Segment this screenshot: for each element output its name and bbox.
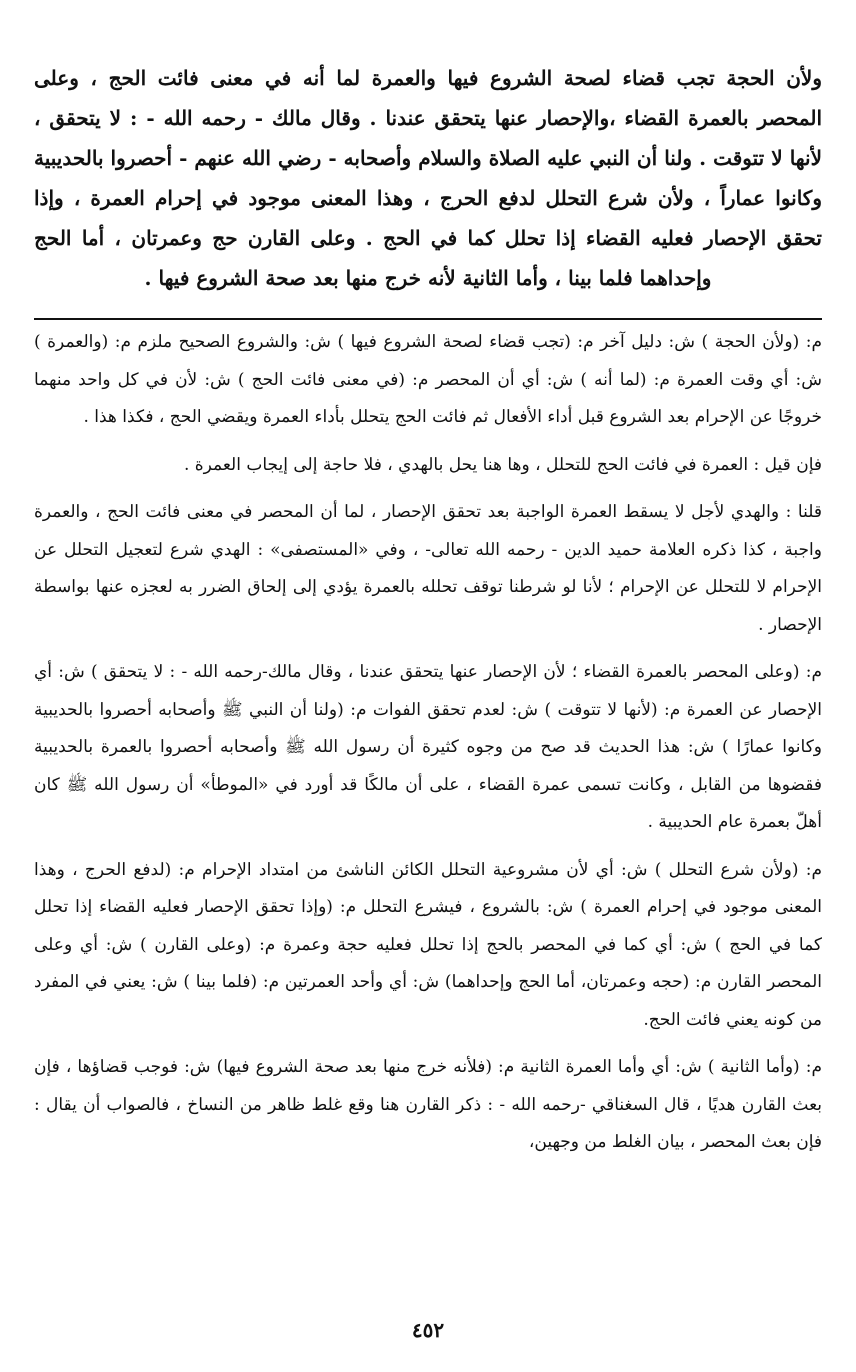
commentary-paragraph: فإن قيل : العمرة في فائت الحج للتحلل ، وها هنا يحل بالهدي ، فلا حاجة إلى إيجاب العمرة . <box>183 454 822 475</box>
commentary-paragraph: م: (وعلى المحصر بالعمرة القضاء ؛ لأن الإحصار عنها يتحقق عندنا ، وقال مالك-رحمه الله - : لا يتحقق ) ش: أي الإحصار عن العمرة م: (لأنها لا تتوقت ) ش: لعدم تحقق الفوات م: (ولنا أن النبي ﷺ وأصحابه أحصروا بالحديبية وكانوا عمارًا ) ش: هذا الحديث قد صح من وجوه كثيرة أن رسول الله ﷺ وأصحابه أحصروا بالعمرة بالحديبية فقضوها من القابل ، وكانت تسمى عمرة القضاء ، على أن مالكًا قد أورد في «الموطأ» أن رسول الله ﷺ كان أهلّ بعمرة عام الحديبية . <box>34 662 822 832</box>
page-number: ٤٥٢ <box>411 1318 445 1342</box>
page-body <box>34 58 822 1172</box>
commentary-paragraph: قلنا : والهدي لأجل لا يسقط العمرة الواجبة بعد تحقق الإحصار ، لما أن المحصر في معنى فائت الحج ، والعمرة واجبة ، كذا ذكره العلامة حميد الدين - رحمه الله تعالى- ، وفي «المستصفى» : الهدي شرع لتعجيل التحلل عن الإحرام لا للتحلل عن الإحرام ؛ لأنا لو شرطنا توقف تحلله بالعمرة يؤدي إلى إلحاق الضرر به لعجزه عنها بواسطة الإحصار . <box>34 502 822 635</box>
commentary-section <box>34 324 822 1162</box>
commentary-paragraph: م: (وأما الثانية ) ش: أي وأما العمرة الثانية م: (فلأنه خرج منها بعد صحة الشروع فيها) ش: فوجب قضاؤها ، فإن بعث القارن هديًا ، قال السغناقي -رحمه الله - : ذكر القارن هنا وقع غلط ظاهر من النساخ ، فالصواب أن يقال : فإن بعث المحصر ، بيان الغلط من وجهين، <box>34 1057 822 1152</box>
main-text: ولأن الحجة تجب قضاء لصحة الشروع فيها والعمرة لما أنه في معنى فائت الحج ، وعلى المحصر بالعمرة القضاء ،والإحصار عنها يتحقق عندنا . وقال مالك - رحمه الله - : لا يتحقق ، لأنها لا تتوقت . ولنا أن النبي عليه الصلاة والسلام وأصحابه - رضي الله عنهم - أحصروا بالحديبية وكانوا عماراً ، ولأن شرع التحلل لدفع الحرج ، وهذا المعنى موجود في إحرام العمرة ، وإذا تحقق الإحصار فعليه القضاء إذا تحلل كما في الحج . وعلى القارن حج وعمرتان ، أما الحج وإحداهما فلما بينا ، وأما الثانية لأنه خرج منها بعد صحة الشروع فيها . <box>34 66 822 290</box>
divider-rule <box>34 318 822 320</box>
commentary-paragraph: م: (ولأن الحجة ) ش: دليل آخر م: (تجب قضاء لصحة الشروع فيها ) ش: والشروع الصحيح ملزم م: (والعمرة ) ش: أي وقت العمرة م: (لما أنه ) ش: أي أن المحصر م: (في معنى فائت الحج ) ش: لأن في كل واحد منهما خروجًا عن الإحرام بعد الشروع قبل أداء الأفعال ثم فائت الحج يتحلل بأداء العمرة ويقضي الحج ، فكذا هذا . <box>34 332 822 427</box>
commentary-paragraph: م: (ولأن شرع التحلل ) ش: أي لأن مشروعية التحلل الكائن الناشئ من امتداد الإحرام م: (لدفع الحرج ، وهذا المعنى موجود في إحرام العمرة ) ش: بالشروع ، فيشرع التحلل م: (وإذا تحقق الإحصار فعليه القضاء إذا تحلل كما في الحج ) ش: أي كما في المحصر بالحج إذا تحلل فعليه حجة وعمرة م: (وعلى القارن ) ش: أي وعلى المحصر القارن م: (حجه وعمرتان، أما الحج وإحداهما) ش: أي وأحد العمرتين م: (فلما بينا ) ش: يعني في المفرد من كونه يعني فائت الحج. <box>34 859 822 1030</box>
